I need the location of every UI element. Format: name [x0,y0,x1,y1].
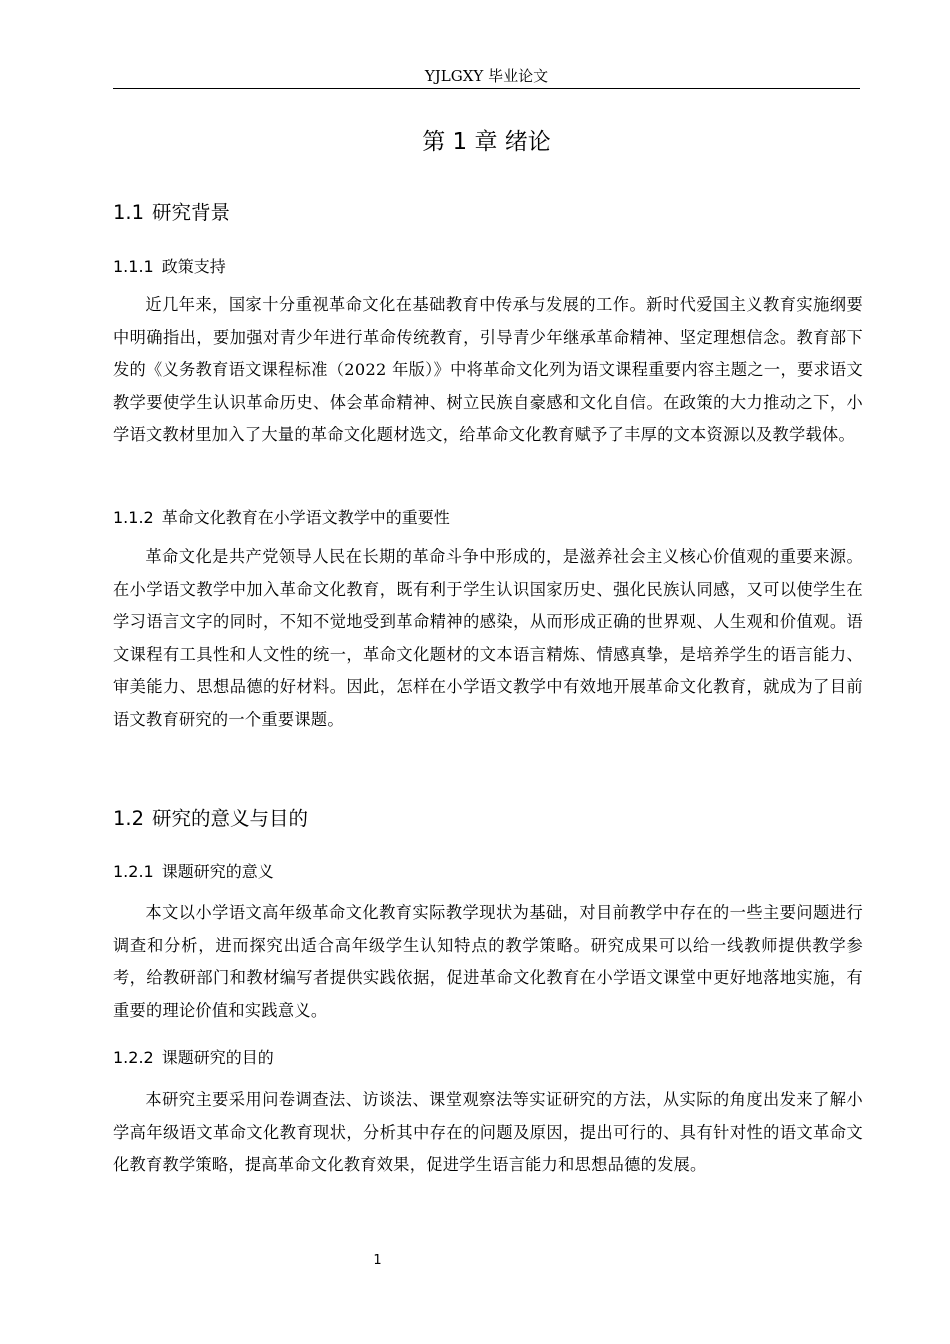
subsection-title: 课题研究的意义 [161,862,274,881]
section-number: 1.1 [113,201,145,224]
subsection-heading-1-1-2 [113,507,450,529]
paragraph-research-significance: 本文以小学语文高年级革命文化教育实际教学现状为基础，对目前教学中存在的一些主要问题进行调查和分析，进而探究出适合高年级学生认知特点的教学策略。研究成果可以给一线教师提供教学参考，给教研部门和教材编写者提供实践依据，促进革命文化教育在小学语文课堂中更好地落地实施，有重要的理论价值和实践意义。 [113,903,863,1020]
subsection-number: 1.2.1 [113,862,154,881]
subsection-title: 课题研究的目的 [161,1048,274,1067]
subsection-number: 1.2.2 [113,1048,154,1067]
section-number: 1.2 [113,807,145,830]
chapter-title: 第 1 章 绪论 [422,129,551,155]
section-heading-1-1 [113,200,230,226]
paragraph-policy-support: 近几年来，国家十分重视革命文化在基础教育中传承与发展的工作。新时代爱国主义教育实施纲要中明确指出，要加强对青少年进行革命传统教育，引导青少年继承革命精神、坚定理想信念。教育部下发的《义务教育语文课程标准（2022 年版）》中将革命文化列为语文课程重要内容主题之一，要求语文教学要使学生认识革命历史、体会革命精神、树立民族自豪感和文化自信。在政策的大力推动之下，小学语文教材里加入了大量的革命文化题材选文，给革命文化教育赋予了丰厚的文本资源以及教学载体。 [113,295,863,444]
section-title: 研究背景 [152,201,231,224]
section-title: 研究的意义与目的 [152,807,309,830]
page-number: 1 [373,1253,382,1268]
section-heading-1-2 [113,806,308,832]
subsection-heading-1-2-1 [113,861,274,883]
subsection-heading-1-2-2 [113,1047,274,1069]
paragraph-importance: 革命文化是共产党领导人民在长期的革命斗争中形成的，是滋养社会主义核心价值观的重要来源。在小学语文教学中加入革命文化教育，既有利于学生认识国家历史、强化民族认同感，又可以使学生在学习语言文字的同时，不知不觉地受到革命精神的感染，从而形成正确的世界观、人生观和价值观。语文课程有工具性和人文性的统一，革命文化题材的文本语言精炼、情感真挚，是培养学生的语言能力、审美能力、思想品德的好材料。因此，怎样在小学语文教学中有效地开展革命文化教育，就成为了目前语文教育研究的一个重要课题。 [113,547,863,729]
subsection-number: 1.1.2 [113,508,154,527]
subsection-number: 1.1.1 [113,257,154,276]
subsection-heading-1-1-1 [113,256,226,278]
header-rule [113,88,860,89]
running-header: YJLGXY 毕业论文 [424,67,549,85]
paragraph-research-purpose: 本研究主要采用问卷调查法、访谈法、课堂观察法等实证研究的方法，从实际的角度出发来了解小学高年级语文革命文化教育现状，分析其中存在的问题及原因，提出可行的、具有针对性的语文革命文化教育教学策略，提高革命文化教育效果，促进学生语言能力和思想品德的发展。 [113,1090,863,1174]
subsection-title: 革命文化教育在小学语文教学中的重要性 [161,508,450,527]
subsection-title: 政策支持 [161,257,226,276]
